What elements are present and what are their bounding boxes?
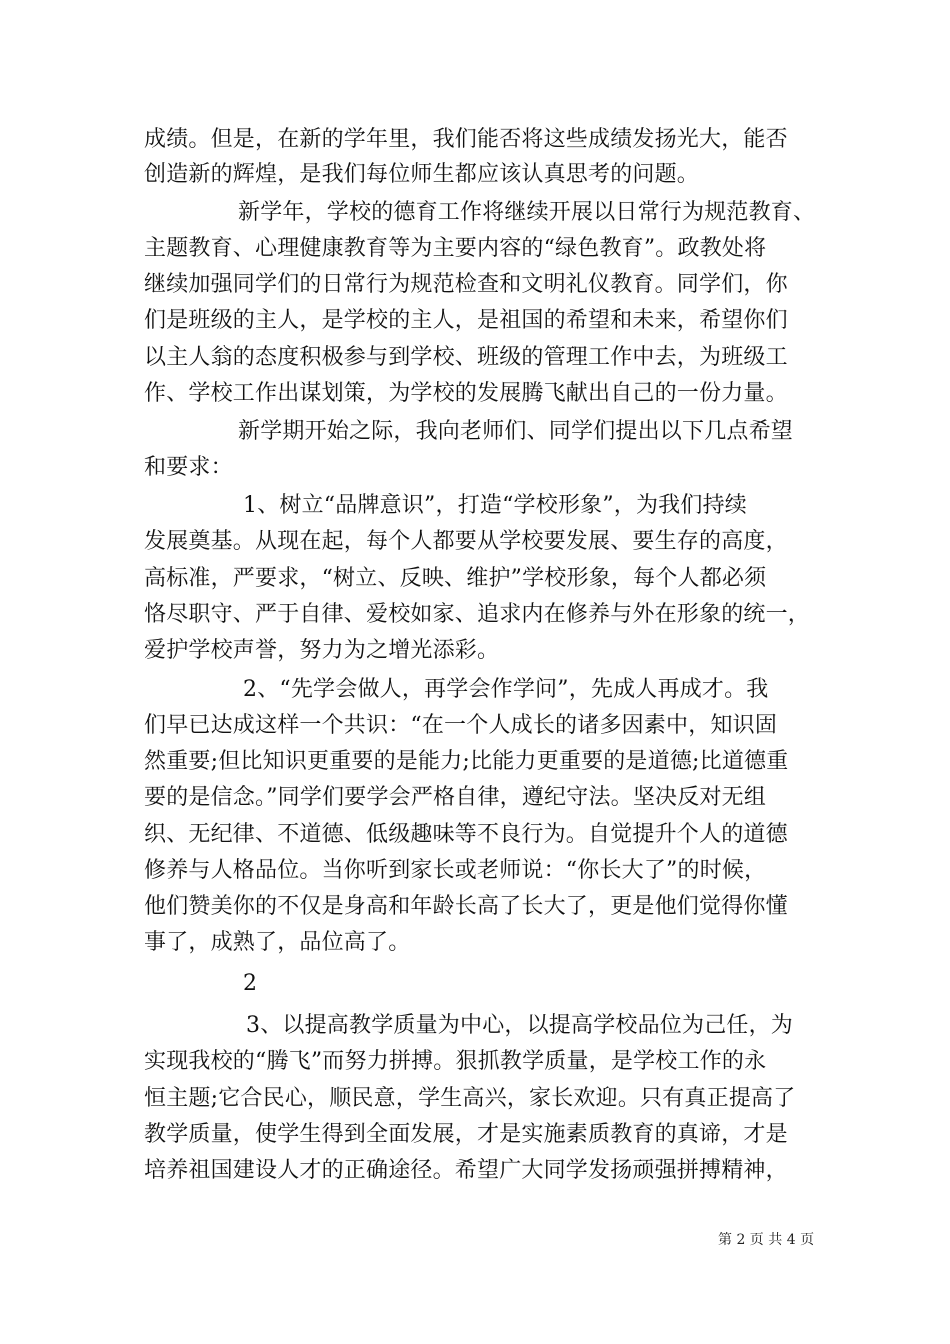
text-line: 高标准，严要求，“树立、反映、维护”学校形象，每个人都必须 bbox=[144, 566, 767, 591]
text-line: 和要求： bbox=[144, 455, 233, 480]
text-line: 织、无纪律、不道德、低级趣味等不良行为。自觉提升个人的道德 bbox=[144, 822, 788, 847]
text-line: 培养祖国建设人才的正确途径。希望广大同学发扬顽强拼搏精神， bbox=[144, 1158, 788, 1183]
text-line: 成绩。但是，在新的学年里，我们能否将这些成绩发扬光大，能否 bbox=[144, 127, 788, 152]
text-line: 他们赞美你的不仅是身高和年龄长高了长大了，更是他们觉得你懂 bbox=[144, 894, 788, 919]
text-line: 们早已达成这样一个共识：“在一个人成长的诸多因素中，知识固 bbox=[144, 713, 778, 738]
text-line: 然重要;但比知识更重要的是能力;比能力更重要的是道德;比道德重 bbox=[144, 749, 789, 774]
text-line: 修养与人格品位。当你听到家长或老师说：“你长大了”的时候， bbox=[144, 858, 767, 883]
text-line: 实现我校的“腾飞”而努力拼搏。狠抓教学质量，是学校工作的永 bbox=[144, 1049, 767, 1074]
text-line: 事了，成熟了，品位高了。 bbox=[144, 930, 411, 955]
text-line: 3、以提高教学质量为中心，以提高学校品位为己任，为 bbox=[246, 1013, 793, 1038]
text-line: 主题教育、心理健康教育等为主要内容的“绿色教育”。政教处将 bbox=[144, 236, 767, 261]
page-number-marker: 2 bbox=[243, 971, 258, 996]
text-line: 要的是信念。”同学们要学会严格自律，遵纪守法。坚决反对无组 bbox=[144, 785, 767, 810]
text-line: 2、“先学会做人，再学会作学问”，先成人再成才。我 bbox=[243, 677, 769, 702]
text-line: 新学年，学校的德育工作将继续开展以日常行为规范教育、 bbox=[238, 200, 816, 225]
text-line: 们是班级的主人，是学校的主人，是祖国的希望和未来，希望你们 bbox=[144, 308, 788, 333]
text-line: 恒主题;它合民心，顺民意，学生高兴，家长欢迎。只有真正提高了 bbox=[144, 1086, 796, 1111]
text-line: 继续加强同学们的日常行为规范检查和文明礼仪教育。同学们，你 bbox=[144, 272, 788, 297]
text-line: 作、学校工作出谋划策，为学校的发展腾飞献出自己的一份力量。 bbox=[144, 381, 788, 406]
text-line: 发展奠基。从现在起，每个人都要从学校要发展、要生存的高度， bbox=[144, 529, 788, 554]
text-line: 教学质量，使学生得到全面发展，才是实施素质教育的真谛，才是 bbox=[144, 1122, 788, 1147]
text-line: 1、树立“品牌意识”，打造“学校形象”，为我们持续 bbox=[243, 493, 747, 518]
text-line: 新学期开始之际，我向老师们、同学们提出以下几点希望 bbox=[238, 419, 794, 444]
text-line: 恪尽职守、严于自律、爱校如家、追求内在修养与外在形象的统一， bbox=[144, 602, 811, 627]
text-line: 爱护学校声誉，努力为之增光添彩。 bbox=[144, 638, 500, 663]
page-footer-indicator: 第 2 页 共 4 页 bbox=[718, 1232, 815, 1248]
text-line: 以主人翁的态度积极参与到学校、班级的管理工作中去，为班级工 bbox=[144, 345, 788, 370]
text-line: 创造新的辉煌，是我们每位师生都应该认真思考的问题。 bbox=[144, 162, 700, 187]
